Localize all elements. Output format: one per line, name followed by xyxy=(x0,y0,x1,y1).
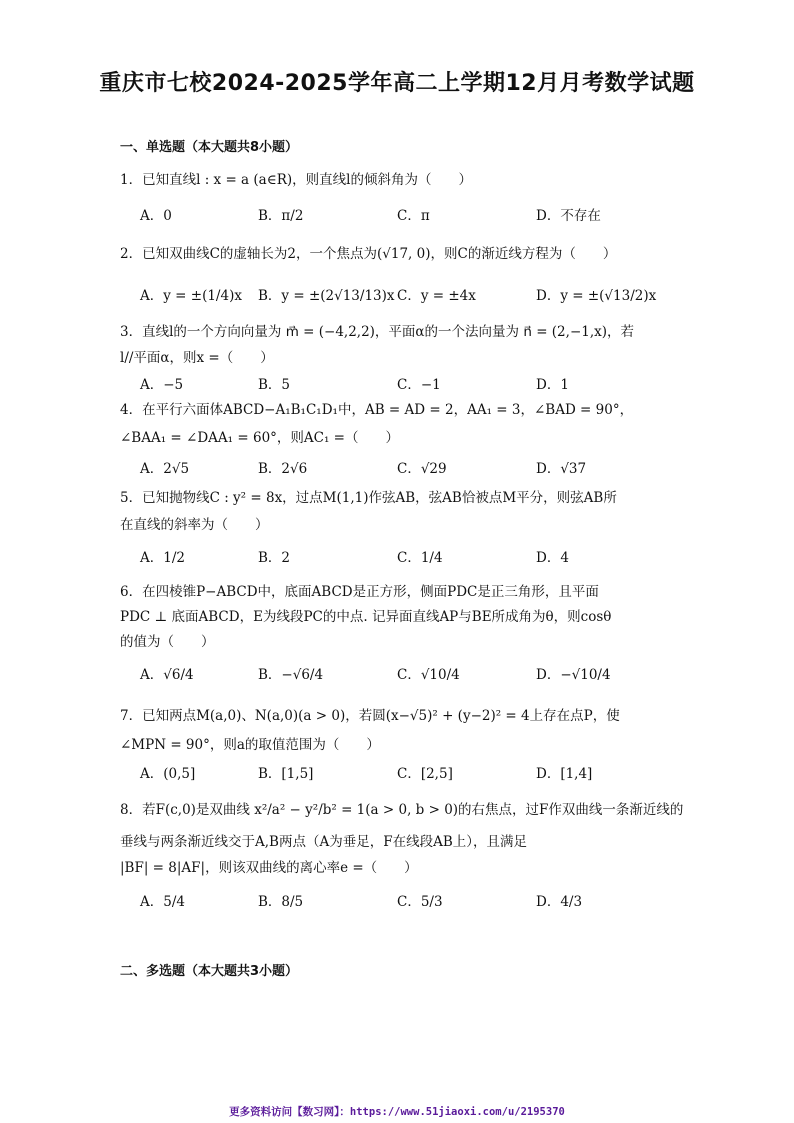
question-2-option-c: C．y = ±4x xyxy=(397,288,476,304)
question-6-option-c: C．√10/4 xyxy=(397,667,460,683)
question-5-option-b: B．2 xyxy=(258,550,291,566)
question-8-options xyxy=(140,890,680,920)
question-5-options xyxy=(140,546,680,576)
question-1-options xyxy=(140,204,680,234)
question-8-option-c: C．5/3 xyxy=(397,894,443,910)
question-5-option-a: A．1/2 xyxy=(140,550,185,566)
question-4-options xyxy=(140,457,680,487)
question-2-options xyxy=(140,284,680,314)
question-2-option-b: B．y = ±(2√13/13)x xyxy=(258,288,395,304)
question-6-stem-line-3: 的值为（ ） xyxy=(120,634,215,650)
section-heading-single-choice: 一、单选题（本大题共8小题） xyxy=(120,140,299,155)
question-1-option-a: A．0 xyxy=(140,208,172,224)
footer-link[interactable]: 更多资料访问【数习网】：https://www.51jiaoxi.com/u/2195370 xyxy=(229,1106,565,1118)
question-1-stem: 1．已知直线l : x = a (a∈R)，则直线l的倾斜角为（ ） xyxy=(120,172,472,188)
question-1-option-b: B．π/2 xyxy=(258,208,304,224)
question-6-option-b: B．−√6/4 xyxy=(258,667,324,683)
question-7-stem-line-1: 7．已知两点M(a,0)、N(a,0)(a > 0)，若圆(x−√5)² + (y−2)² = 4上存在点P，使 xyxy=(120,708,620,724)
question-7-option-c: C．[2,5] xyxy=(397,766,453,782)
question-3-stem-line-1: 3．直线l的一个方向向量为 m⃗ = (−4,2,2)，平面α的一个法向量为 n⃗ = (2,−1,x)，若 xyxy=(120,324,635,340)
question-8-stem-line-3: |BF| = 8|AF|，则该双曲线的离心率e =（ ） xyxy=(120,860,418,876)
question-6-option-a: A．√6/4 xyxy=(140,667,194,683)
question-2-stem: 2．已知双曲线C的虚轴长为2，一个焦点为(√17, 0)，则C的渐近线方程为（ ） xyxy=(120,246,617,262)
question-8-option-d: D．4/3 xyxy=(536,894,583,910)
question-8-stem-line-1: 8．若F(c,0)是双曲线 x²/a² − y²/b² = 1(a > 0, b > 0)的右焦点，过F作双曲线一条渐近线的 xyxy=(120,802,684,818)
question-5-stem-line-1: 5．已知抛物线C : y² = 8x，过点M(1,1)作弦AB，弦AB恰被点M平分，则弦AB所 xyxy=(120,490,617,506)
page-title: 重庆市七校2024-2025学年高二上学期12月月考数学试题 xyxy=(99,71,695,96)
question-3-option-b: B．5 xyxy=(258,377,291,393)
question-3-option-c: C．−1 xyxy=(397,377,441,393)
question-6-stem-line-1: 6．在四棱锥P−ABCD中，底面ABCD是正方形，侧面PDC是正三角形，且平面 xyxy=(120,584,599,600)
question-5-stem-line-2: 在直线的斜率为（ ） xyxy=(120,517,269,533)
question-3-option-a: A．−5 xyxy=(140,377,184,393)
question-4-option-b: B．2√6 xyxy=(258,461,308,477)
question-4-option-c: C．√29 xyxy=(397,461,447,477)
question-7-option-b: B．[1,5] xyxy=(258,766,314,782)
question-1-option-c: C．π xyxy=(397,208,430,224)
question-2-option-a: A．y = ±(1/4)x xyxy=(140,288,242,304)
question-5-option-c: C．1/4 xyxy=(397,550,443,566)
question-4-option-a: A．2√5 xyxy=(140,461,190,477)
question-8-option-b: B．8/5 xyxy=(258,894,304,910)
question-1-option-d: D．不存在 xyxy=(536,208,601,224)
question-5-option-d: D．4 xyxy=(536,550,569,566)
question-4-stem-line-1: 4．在平行六面体ABCD−A₁B₁C₁D₁中，AB = AD = 2，AA₁ = 3，∠BAD = 90°， xyxy=(120,402,634,418)
question-8-option-a: A．5/4 xyxy=(140,894,185,910)
question-3-option-d: D．1 xyxy=(536,377,569,393)
question-2-option-d: D．y = ±(√13/2)x xyxy=(536,288,657,304)
question-7-option-d: D．[1,4] xyxy=(536,766,593,782)
question-6-stem-line-2: PDC ⊥ 底面ABCD，E为线段PC的中点. 记异面直线AP与BE所成角为θ，则cosθ xyxy=(120,609,612,625)
question-7-stem-line-2: ∠MPN = 90°，则a的取值范围为（ ） xyxy=(120,737,380,753)
question-8-stem-line-2: 垂线与两条渐近线交于A,B两点（A为垂足，F在线段AB上），且满足 xyxy=(120,834,527,850)
question-7-option-a: A．(0,5] xyxy=(140,766,196,782)
section-heading-multiple-choice: 二、多选题（本大题共3小题） xyxy=(120,964,299,979)
question-7-options xyxy=(140,762,680,792)
question-6-options xyxy=(140,663,680,693)
question-4-stem-line-2: ∠BAA₁ = ∠DAA₁ = 60°，则AC₁ =（ ） xyxy=(120,430,399,446)
question-3-stem-line-2: l//平面α，则x =（ ） xyxy=(120,350,274,366)
question-4-option-d: D．√37 xyxy=(536,461,587,477)
question-6-option-d: D．−√10/4 xyxy=(536,667,611,683)
